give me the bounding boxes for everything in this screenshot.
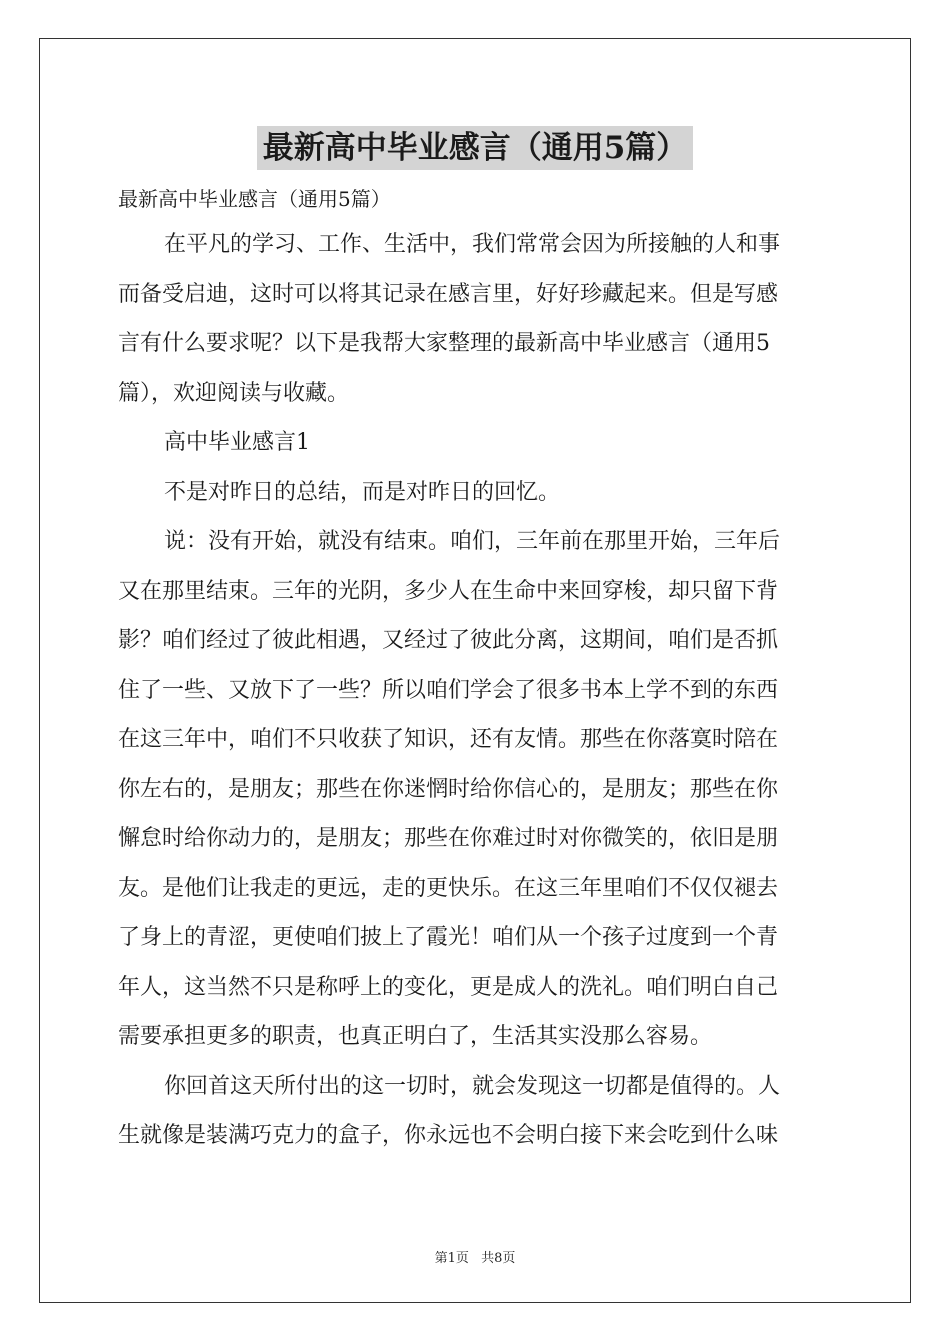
text-line: 住了一些、又放下了一些？所以咱们学会了很多书本上学不到的东西	[118, 677, 779, 703]
paragraph-lines	[118, 220, 832, 1161]
text-line: 篇），欢迎阅读与收藏。	[118, 380, 350, 406]
document-title: 最新高中毕业感言（通用5篇）	[257, 126, 694, 170]
text-line: 在平凡的学习、工作、生活中，我们常常会因为所接触的人和事	[164, 232, 781, 257]
text-line: 又在那里结束。三年的光阴，多少人在生命中来回穿梭，却只留下背	[118, 578, 779, 604]
text-line: 影？咱们经过了彼此相遇，又经过了彼此分离，这期间，咱们是否抓	[118, 628, 779, 653]
title-container	[0, 126, 950, 170]
text-line: 需要承担更多的职责，也真正明白了，生活其实没那么容易。	[118, 1024, 713, 1049]
page-number: 第1页	[434, 1251, 469, 1266]
document-subtitle: 最新高中毕业感言（通用5篇）	[118, 187, 391, 211]
text-line: 年人，这当然不只是称呼上的变化，更是成人的洗礼。咱们明白自己	[118, 974, 779, 1000]
text-line: 友。是他们让我走的更远，走的更快乐。在这三年里咱们不仅仅褪去	[118, 875, 779, 901]
text-line: 不是对昨日的总结，而是对昨日的回忆。	[164, 479, 561, 505]
page-total: 共8页	[481, 1251, 516, 1266]
text-line: 高中毕业感言1	[164, 430, 310, 455]
text-line: 而备受启迪，这时可以将其记录在感言里，好好珍藏起来。但是写感	[118, 281, 779, 307]
page-footer	[0, 1247, 950, 1266]
text-line: 你回首这天所付出的这一切时，就会发现这一切都是值得的。人	[164, 1073, 781, 1099]
text-line: 你左右的，是朋友；那些在你迷惘时给你信心的，是朋友；那些在你	[118, 776, 779, 802]
document-body	[118, 178, 832, 1161]
text-line: 言有什么要求呢？以下是我帮大家整理的最新高中毕业感言（通用5	[118, 331, 770, 356]
text-line: 了身上的青涩，更使咱们披上了霞光！咱们从一个孩子过度到一个青	[118, 925, 779, 950]
text-line: 在这三年中，咱们不只收获了知识，还有友情。那些在你落寞时陪在	[118, 727, 779, 752]
text-line: 生就像是装满巧克力的盒子，你永远也不会明白接下来会吃到什么味	[118, 1123, 779, 1148]
text-line: 说：没有开始，就没有结束。咱们，三年前在那里开始，三年后	[164, 529, 781, 554]
text-line: 懈怠时给你动力的，是朋友；那些在你难过时对你微笑的，依旧是朋	[118, 826, 779, 851]
